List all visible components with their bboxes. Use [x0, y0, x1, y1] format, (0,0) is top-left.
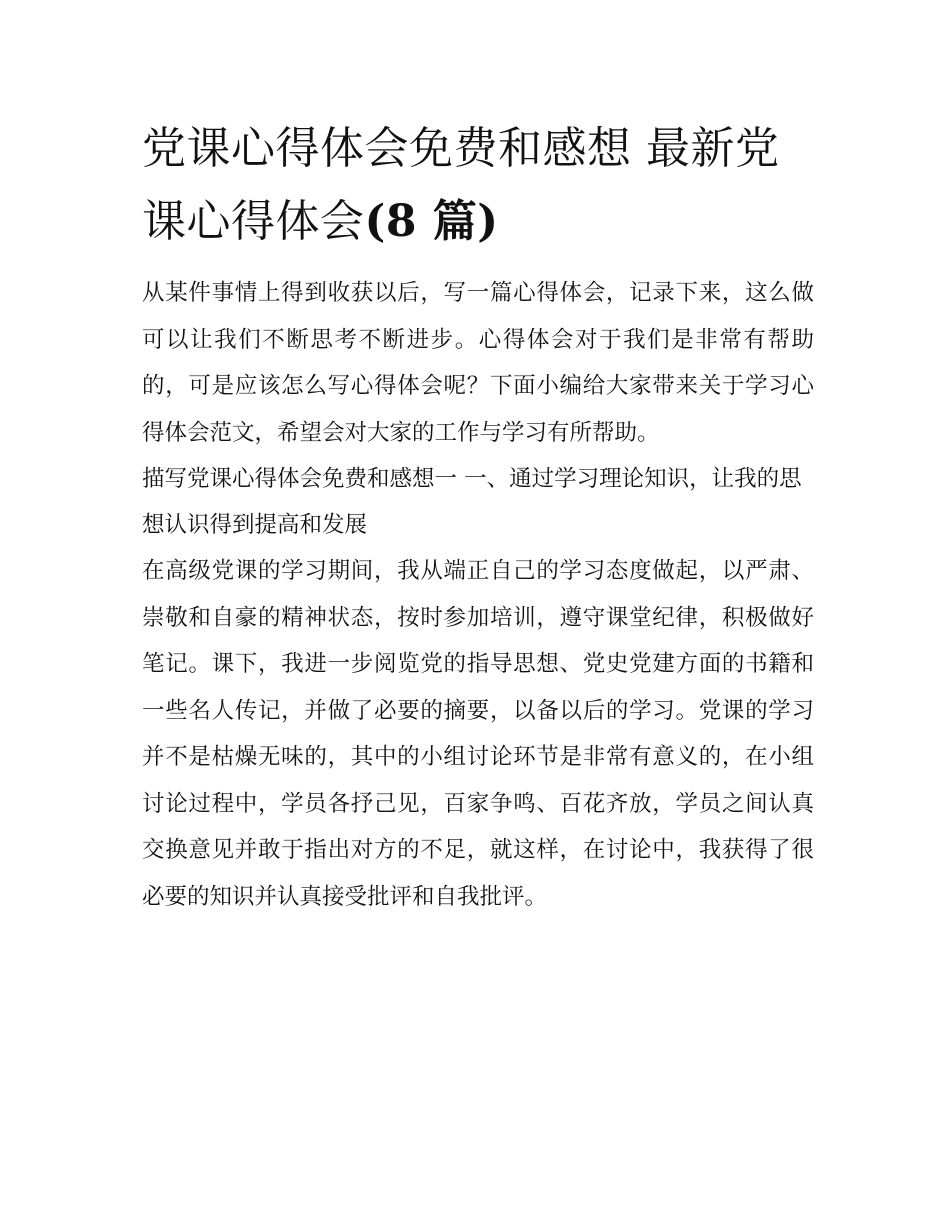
- section-body-paragraph: 在高级党课的学习期间，我从端正自己的学习态度做起，以严肃、崇敬和自豪的精神状态，按时参加培训，遵守课堂纪律，积极做好笔记。课下，我进一步阅览党的指导思想、党史党建方面的书籍和一些名人传记，并做了必要的摘要，以备以后的学习。党课的学习并不是枯燥无味的，其中的小组讨论环节是非常有意义的，在小组讨论过程中，学员各抒己见，百家争鸣、百花齐放，学员之间认真交换意见并敢于指出对方的不足，就这样，在讨论中，我获得了很必要的知识并认真接受批评和自我批评。: [142, 558, 814, 910]
- section-heading: 描写党课心得体会免费和感想一 一、通过学习理论知识，让我的思想认识得到提高和发展: [142, 466, 802, 538]
- title-count: (8 篇): [364, 196, 499, 247]
- intro-paragraph: 从某件事情上得到收获以后，写一篇心得体会，记录下来，这么做可以让我们不断思考不断进步。心得体会对于我们是非常有帮助的，可是应该怎么写心得体会呢？下面小编给大家带来关于学习心得体会范文，希望会对大家的工作与学习有所帮助。: [142, 280, 814, 446]
- document-title: [142, 112, 814, 258]
- title-text: 党课心得体会免费和感想 最新党课心得体会: [142, 123, 780, 247]
- document-content: [142, 112, 814, 920]
